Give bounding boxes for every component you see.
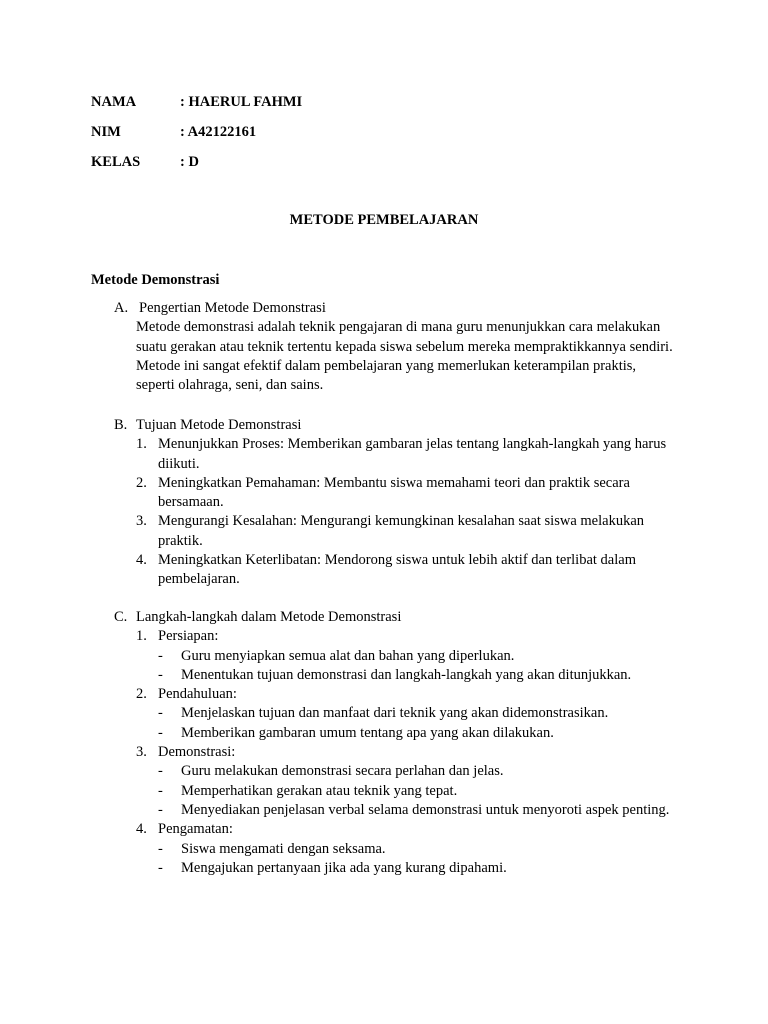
list-text: Meningkatkan Pemahaman: Membantu siswa memahami teori dan praktik secara bersamaan. [158, 474, 630, 511]
dash-marker: - [158, 782, 163, 799]
list-number: 4. [136, 552, 147, 569]
list-number: 4. [136, 821, 147, 838]
list-item [136, 743, 674, 820]
bullet-text: Menjelaskan tujuan dan manfaat dari teknik yang akan didemonstrasikan. [181, 705, 609, 722]
bullet-text: Mengajukan pertanyaan jika ada yang kurang dipahami. [181, 859, 507, 876]
dash-marker: - [158, 705, 163, 722]
bullet-item [158, 840, 674, 859]
info-row-nama [91, 93, 302, 111]
bullet-text: Guru melakukan demonstrasi secara perlahan dan jelas. [181, 763, 504, 780]
info-value: : A42122161 [180, 124, 257, 140]
list-number: 1. [136, 436, 147, 453]
bullet-item [158, 724, 674, 743]
list-text: Menunjukkan Proses: Memberikan gambaran jelas tentang langkah-langkah yang harus diikuti. [158, 436, 667, 472]
dash-marker: - [158, 859, 163, 876]
section-b [114, 416, 674, 590]
bullet-text: Guru menyiapkan semua alat dan bahan yang diperlukan. [181, 647, 515, 664]
list-item [136, 685, 674, 743]
bullet-text: Memperhatikan gerakan atau teknik yang tepat. [181, 782, 458, 799]
dash-marker: - [158, 763, 163, 780]
section-c [114, 608, 674, 878]
info-row-nim [91, 123, 256, 141]
section-c-heading: Langkah-langkah dalam Metode Demonstrasi [136, 609, 402, 625]
step-label: Pendahuluan: [158, 686, 237, 703]
list-number: 2. [136, 686, 147, 703]
section-b-heading-row [114, 416, 674, 435]
bullet-item [158, 704, 674, 723]
info-value: : HAERUL FAHMI [180, 94, 303, 110]
info-label: NIM [91, 124, 121, 140]
bullet-item [158, 801, 674, 820]
document-title: METODE PEMBELAJARAN [289, 212, 479, 228]
section-a [114, 299, 674, 395]
list-text: Mengurangi Kesalahan: Mengurangi kemungkinan kesalahan saat siswa melakukan praktik. [158, 513, 645, 549]
bullet-item [158, 666, 674, 685]
bullet-text: Menentukan tujuan demonstrasi dan langkah-langkah yang akan ditunjukkan. [181, 666, 632, 683]
section-a-heading-row [114, 299, 674, 318]
bullet-text: Memberikan gambaran umum tentang apa yang akan dilakukan. [181, 724, 554, 741]
step-label: Pengamatan: [158, 821, 233, 838]
section-letter: A. [114, 300, 129, 316]
bullet-list [158, 704, 674, 743]
list-item [136, 820, 674, 878]
dash-marker: - [158, 724, 163, 741]
section-heading: Metode Demonstrasi [91, 272, 220, 288]
list-number: 1. [136, 628, 147, 645]
section-b-heading: Tujuan Metode Demonstrasi [136, 417, 302, 433]
bullet-list [158, 647, 674, 686]
info-value: : D [180, 154, 199, 170]
list-number: 2. [136, 474, 147, 491]
step-label: Persiapan: [158, 628, 219, 645]
info-label: NAMA [91, 94, 137, 110]
dash-marker: - [158, 666, 163, 683]
list-number: 3. [136, 513, 147, 530]
section-c-heading-row [114, 608, 674, 627]
bullet-list [158, 840, 674, 879]
list-item [136, 474, 674, 513]
dash-marker: - [158, 840, 163, 857]
bullet-text: Menyediakan penjelasan verbal selama demonstrasi untuk menyoroti aspek penting. [181, 801, 670, 818]
info-label: KELAS [91, 154, 141, 170]
section-c-list [114, 627, 674, 878]
dash-marker: - [158, 647, 163, 664]
bullet-item [158, 647, 674, 666]
list-item [136, 551, 674, 590]
bullet-list [158, 762, 674, 820]
list-item [136, 435, 674, 474]
bullet-item [158, 762, 674, 781]
section-letter: B. [114, 417, 128, 433]
section-b-list [114, 435, 674, 589]
bullet-item [158, 782, 674, 801]
list-number: 3. [136, 744, 147, 761]
info-row-kelas [91, 153, 199, 171]
list-item [136, 512, 674, 551]
list-text: Meningkatkan Keterlibatan: Mendorong siswa untuk lebih aktif dan terlibat dalam pembelajaran. [158, 552, 636, 588]
bullet-item [158, 859, 674, 878]
dash-marker: - [158, 801, 163, 818]
bullet-text: Siswa mengamati dengan seksama. [181, 840, 386, 857]
section-a-heading: Pengertian Metode Demonstrasi [139, 300, 326, 316]
section-a-paragraph: Metode demonstrasi adalah teknik pengajaran di mana guru menunjukkan cara melakukan suatu gerakan atau teknik tertentu kepada siswa sebelum mereka mempraktikkannya sendiri. Metode ini sangat efektif dalam pembelajaran yang memerlukan keterampilan praktis, seperti olahraga, seni, dan sains. [136, 319, 673, 394]
list-item [136, 627, 674, 685]
section-letter: C. [114, 609, 128, 625]
step-label: Demonstrasi: [158, 744, 236, 761]
